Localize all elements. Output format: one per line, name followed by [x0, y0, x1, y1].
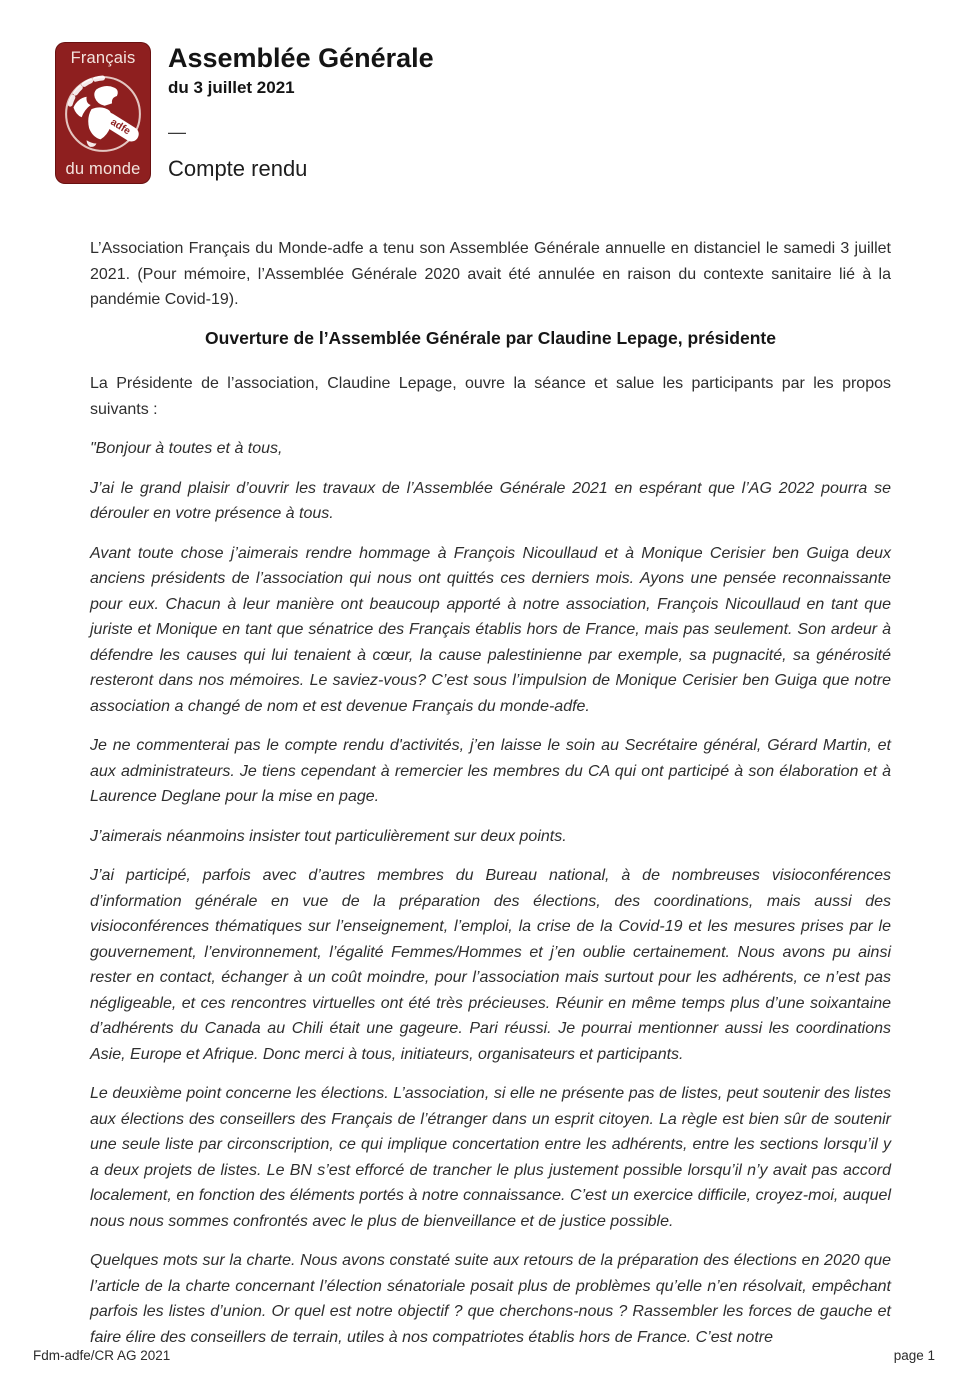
speech-paragraph: Je ne commenterai pas le compte rendu d'activités, j’en laisse le soin au Secrétaire général, Gérard Martin, et aux administrateurs. Je tiens cependant à remercier les membres du CA qui ont participé à son élaboration et à Laurence Deglane pour la mise en page.	[90, 737, 891, 806]
speech-paragraph: Le deuxième point concerne les élections. L’association, si elle ne présente pas de listes, peut soutenir des listes aux élections des conseillers des Français de l’étranger dans un esprit citoyen. La règle est bien sûr de soutenir une seule liste par circonscription, ce qui implique concertation entre les adhérents, entre les sections lorsqu’il y a deux projets de listes. Le BN s’est efforcé de trancher le plus justement possible lorsqu’il n’y avait pas accord localement, en fonction des éléments portés à notre connaissance. C’est un exercice difficile, croyez-moi, auquel nous nous sommes confrontés avec le plus de bienveillance et de justice possible.	[90, 1085, 891, 1230]
document-date: du 3 juillet 2021	[168, 77, 295, 97]
speech-paragraph: J’aimerais néanmoins insister tout particulièrement sur deux points.	[90, 827, 567, 845]
organization-logo	[55, 42, 151, 184]
footer-reference: Fdm-adfe/CR AG 2021	[33, 1348, 171, 1363]
logo-text-top: Français	[70, 49, 136, 67]
document-body	[90, 236, 891, 1364]
lead-paragraph: La Présidente de l’association, Claudine Lepage, ouvre la séance et salue les participants par les propos suivants :	[90, 375, 891, 418]
section-heading: Ouverture de l’Assemblée Générale par Claudine Lepage, présidente	[205, 327, 776, 348]
intro-paragraph: L’Association Français du Monde-adfe a tenu son Assemblée Générale annuelle en distanciel le samedi 3 juillet 2021. (Pour mémoire, l’Assemblée Générale 2020 avait été annulée en raison du contexte sanitaire lié à la pandémie Covid-19).	[90, 240, 891, 308]
document-header	[168, 44, 434, 182]
page-number: page 1	[893, 1348, 935, 1363]
speech-paragraph: J’ai le grand plaisir d’ouvrir les travaux de l’Assemblée Générale 2021 en espérant que l’AG 2022 pourra se dérouler en votre présence à tous.	[90, 479, 891, 523]
page-footer	[33, 1348, 935, 1363]
logo-text-bottom: du monde	[65, 159, 141, 178]
speech-paragraph: J’ai participé, parfois avec d’autres membres du Bureau national, à de nombreuses visioconférences d’information générale en vue de la préparation des élections, des coordinations, mais aussi des visioconférences thématiques sur l’enseignement, l’emploi, la crise de la Covid-19 et les mesures prises par le gouvernement, l’environnement, l’égalité Femmes/Hommes et j’en oublie certainement. Nous avons pu ainsi rester en contact, échanger à un coût moindre, pour l’association mais surtout pour les adhérents, ce n’est pas négligeable, et ces rencontres virtuelles ont été très précieuses. Réunir en même temps plus d’une soixantaine d’adhérents du Canada au Chili était une gageure. Pari réussi. Je pourrai mentionner aussi les coordinations Asie, Europe et Afrique. Donc merci à tous, initiateurs, organisateurs et participants.	[90, 867, 891, 1063]
speech-paragraph: Avant toute chose j’aimerais rendre hommage à François Nicoullaud et à Monique Cerisier ben Guiga deux anciens présidents de l’association qui nous ont quittés ces derniers mois. Ayons une pensée reconnaissante pour eux. Chacun à leur manière ont beaucoup apporté à notre association, François Nicoullaud en tant que juriste et Monique en tant que sénatrice des Français établis hors de France, mais pas seulement. Son ardeur à défendre les causes qui lui tenaient à cœur, la cause palestinienne par exemple, sa pugnacité, sa générosité resteront dans nos mémoires. Le saviez-vous? C’est sous l’impulsion de Monique Cerisier ben Guiga que notre association a changé de nom et est devenue Français du monde-adfe.	[90, 544, 891, 715]
logo-badge-adfe: adfe	[108, 116, 133, 138]
header-dash: —	[168, 121, 186, 142]
globe-icon	[62, 73, 144, 155]
speech-paragraph: Quelques mots sur la charte. Nous avons constaté suite aux retours de la préparation des élections en 2020 que l’article de la charte concernant l’élection sénatoriale posait plus de problèmes qu’elle n’en résolvait, empêchant parfois les listes d’union. Or quel est notre objectif ? que cherchons-nous ? Rassembler les forces de gauche et faire élire des conseillers de terrain, utiles à nos compatriotes établis hors de France. C’est notre	[90, 1252, 891, 1346]
speech-paragraph: "Bonjour à toutes et à tous,	[90, 440, 283, 458]
document-title: Assemblée Générale	[168, 43, 434, 73]
document-subtitle: Compte rendu	[168, 155, 308, 181]
